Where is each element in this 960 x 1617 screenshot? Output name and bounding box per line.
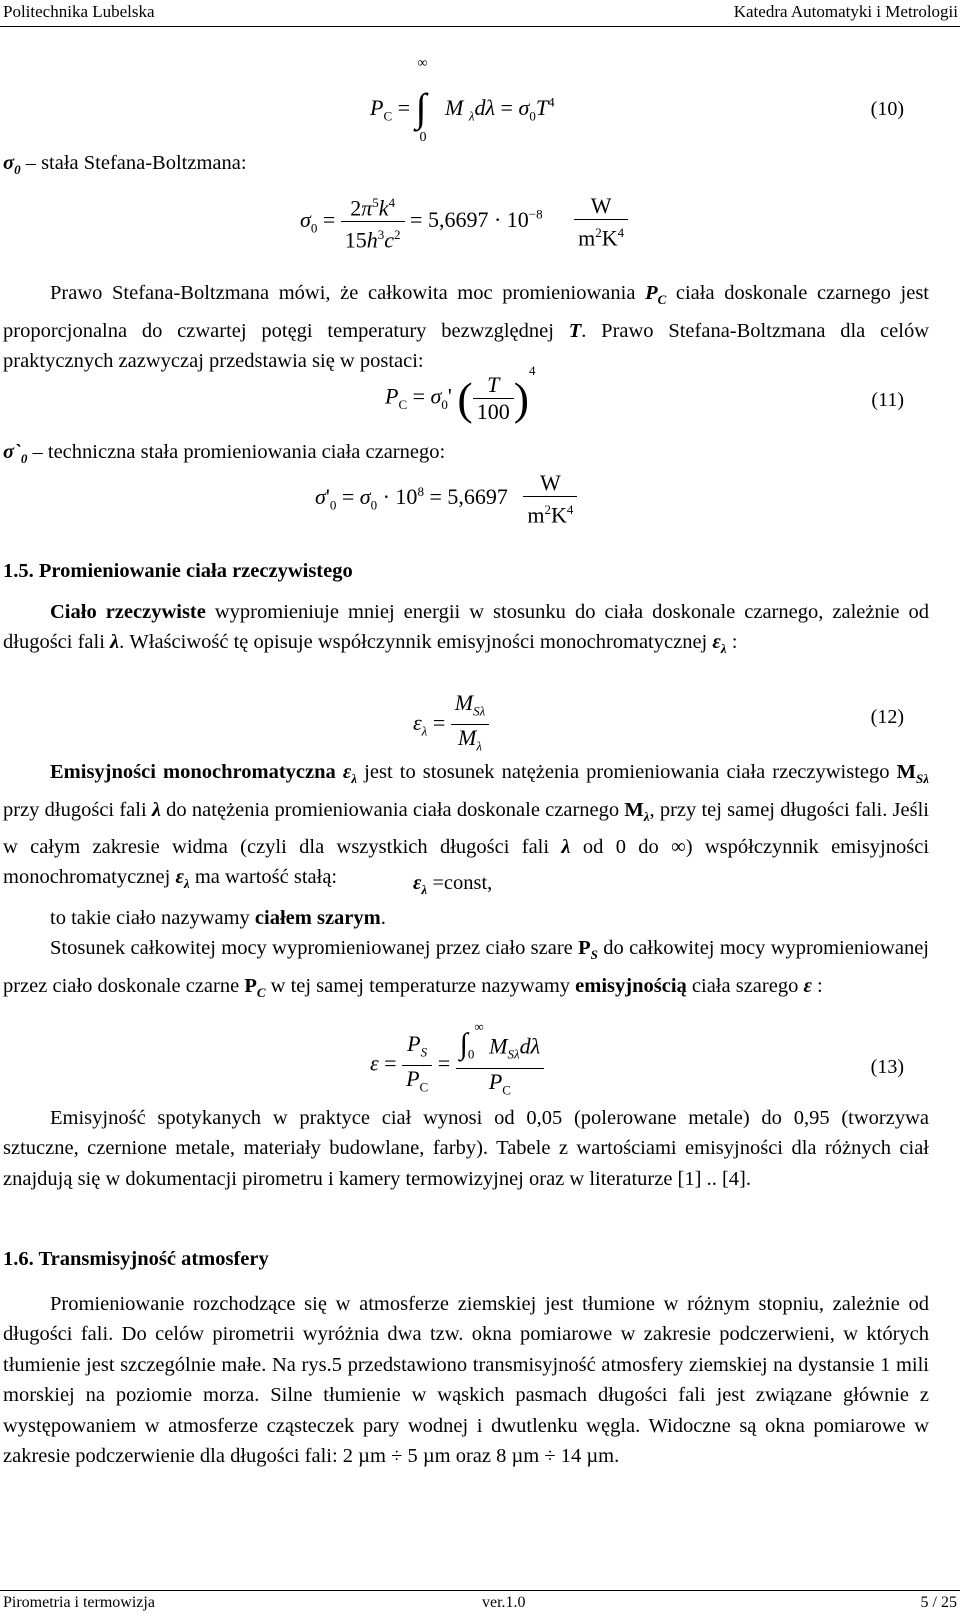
sigma0-definition: $\sigma_0$ – stała Stefana-Boltzmana: — [3, 152, 247, 178]
equation-11-number: (11) — [871, 389, 904, 411]
paragraph-transmission: Promieniowanie rozchodzące się w atmosferze ziemskiej jest tłumione w różnym stopniu, zależnie od długości fali. Do celów pirometrii wyróżnia dwa tzw. okna pomiarowe w zakresie podczerwieni, w których tłumienie jest szczególnie małe. Na rys.5 przedstawiono transmisyjność atmosfery ziemskiej na dystansie 1 mili morskiej na poziomie morza. Silne tłumienie w wąskich pasmach długości fali jest związane głównie z występowaniem w atmosferze cząsteczek pary wodnej i dwutlenku węgla. Widoczne są okna pomiarowe w zakresie podczerwienie dla długości fali: 2 µm ÷ 5 µm oraz 8 µm ÷ 14 µm. — [3, 1293, 929, 1468]
const-equation: $\varepsilon_\lambda$ =const, — [413, 872, 493, 898]
footer-right: 5 / 25 — [920, 1594, 957, 1611]
sigmaprime-definition-label: techniczna stała promieniowania ciała czarnego: — [47, 441, 446, 463]
paragraph-ratio: Stosunek całkowitej mocy wypromieniowanej przez ciało szare $P_S$ do całkowitej mocy wypromieniowanej przez ciało doskonale czarne $P_C$ w tej samej temperaturze nazywamy emisyjnością ciała szarego ε : — [3, 937, 929, 1000]
paragraph-emissivity: Emisyjności monochromatyczna $\varepsilon_\lambda$ jest to stosunek natężenia promieniowania ciała rzeczywistego $M_{S\lambda}$ przy długości fali λ do natężenia promieniowania ciała doskonale czarnego $M_\lambda$, przy tej samej długości fali. Jeśli w całym zakresie widma (czyli dla wszystkich długości fali λ od 0 do ∞) współczynnik emisyjności monochromatycznej $\varepsilon_\lambda$ ma wartość stałą: — [3, 761, 930, 892]
footer-left: Pirometria i termowizja — [3, 1594, 155, 1611]
header-right: Katedra Automatyki i Metrologii — [733, 2, 958, 21]
sigmaprime-formula: $\sigma'_0 = \sigma_0 \cdot 10^8 = 5,6697$ $\frac{W}{m^2K^4}$ — [315, 470, 577, 528]
header-left: Politechnika Lubelska — [3, 2, 155, 21]
paragraph-stefan: Prawo Stefana-Boltzmana mówi, że całkowita moc promieniowania $P_C$ ciała doskonale czarnego jest proporcjonalna do czwartej potęgi temperatury bezwzględnej T. Prawo Stefana-Boltzmana dla celów praktycznych zazwyczaj przedstawia się w postaci: — [3, 282, 930, 372]
equation-10: $P_C$ = ∞ ∫ 0 M $_\lambda d\lambda = \sigma_0T^4$ — [370, 56, 555, 145]
equation-13-number: (13) — [870, 1056, 904, 1078]
page-header — [0, 0, 960, 26]
paragraph-real-body: Ciało rzeczywiste wypromieniuje mniej energii w stosunku do ciała doskonale czarnego, zależnie od długości fali λ. Właściwość tę opisuje współczynnik emisyjności monochromatycznej $\varepsilon_\lambda$ : — [3, 601, 930, 657]
sigma0-definition-label: stała Stefana-Boltzmana: — [41, 152, 247, 174]
equation-12: $\varepsilon_\lambda$ = $\frac{M_{S\lambda}}{M_\lambda}$ — [413, 690, 489, 760]
header-rule — [0, 26, 960, 27]
equation-12-number: (12) — [870, 706, 904, 728]
equation-10-number: (10) — [870, 98, 904, 120]
paragraph-typical-emissivity: Emisyjność spotykanych w praktyce ciał wynosi od 0,05 (polerowane metale) do 0,95 (tworzywa sztuczne, czernione metale, materiały budowlane, farby). Tabele z wartościami emisyjności dla różnych ciał znajdują się w dokumentacji pirometru i kamery termowizyjnej oraz w literaturze [1] .. [4]. — [3, 1107, 929, 1190]
sigma0-formula: $\sigma_0$ = $\frac{2\pi^5k^4}{15h^3c^2}$ = $5,6697 \cdot 10^{-8}$ $\frac{W}{m^2K^4}$ — [300, 190, 628, 254]
equation-13: ε = $\frac{P_S}{P_C}$ = $\frac{\int_0^\infty M_{S\lambda}d\lambda}{P_C}$ — [370, 1028, 544, 1103]
section-1-6-title: 1.6. Transmisyjność atmosfery — [3, 1248, 269, 1270]
equation-11: $P_C = \sigma_0'$ ( $\frac{T}{100}$ )$^4$ — [385, 363, 536, 424]
footer-center: ver.1.0 — [482, 1594, 526, 1611]
section-1-5-title: 1.5. Promieniowanie ciała rzeczywistego — [3, 560, 353, 582]
gray-body-line: to takie ciało nazywamy ciałem szarym. — [50, 907, 386, 929]
sigmaprime-definition: $\sigma`_0$ – techniczna stała promieniowania ciała czarnego: — [3, 441, 446, 467]
footer-rule — [0, 1590, 960, 1591]
